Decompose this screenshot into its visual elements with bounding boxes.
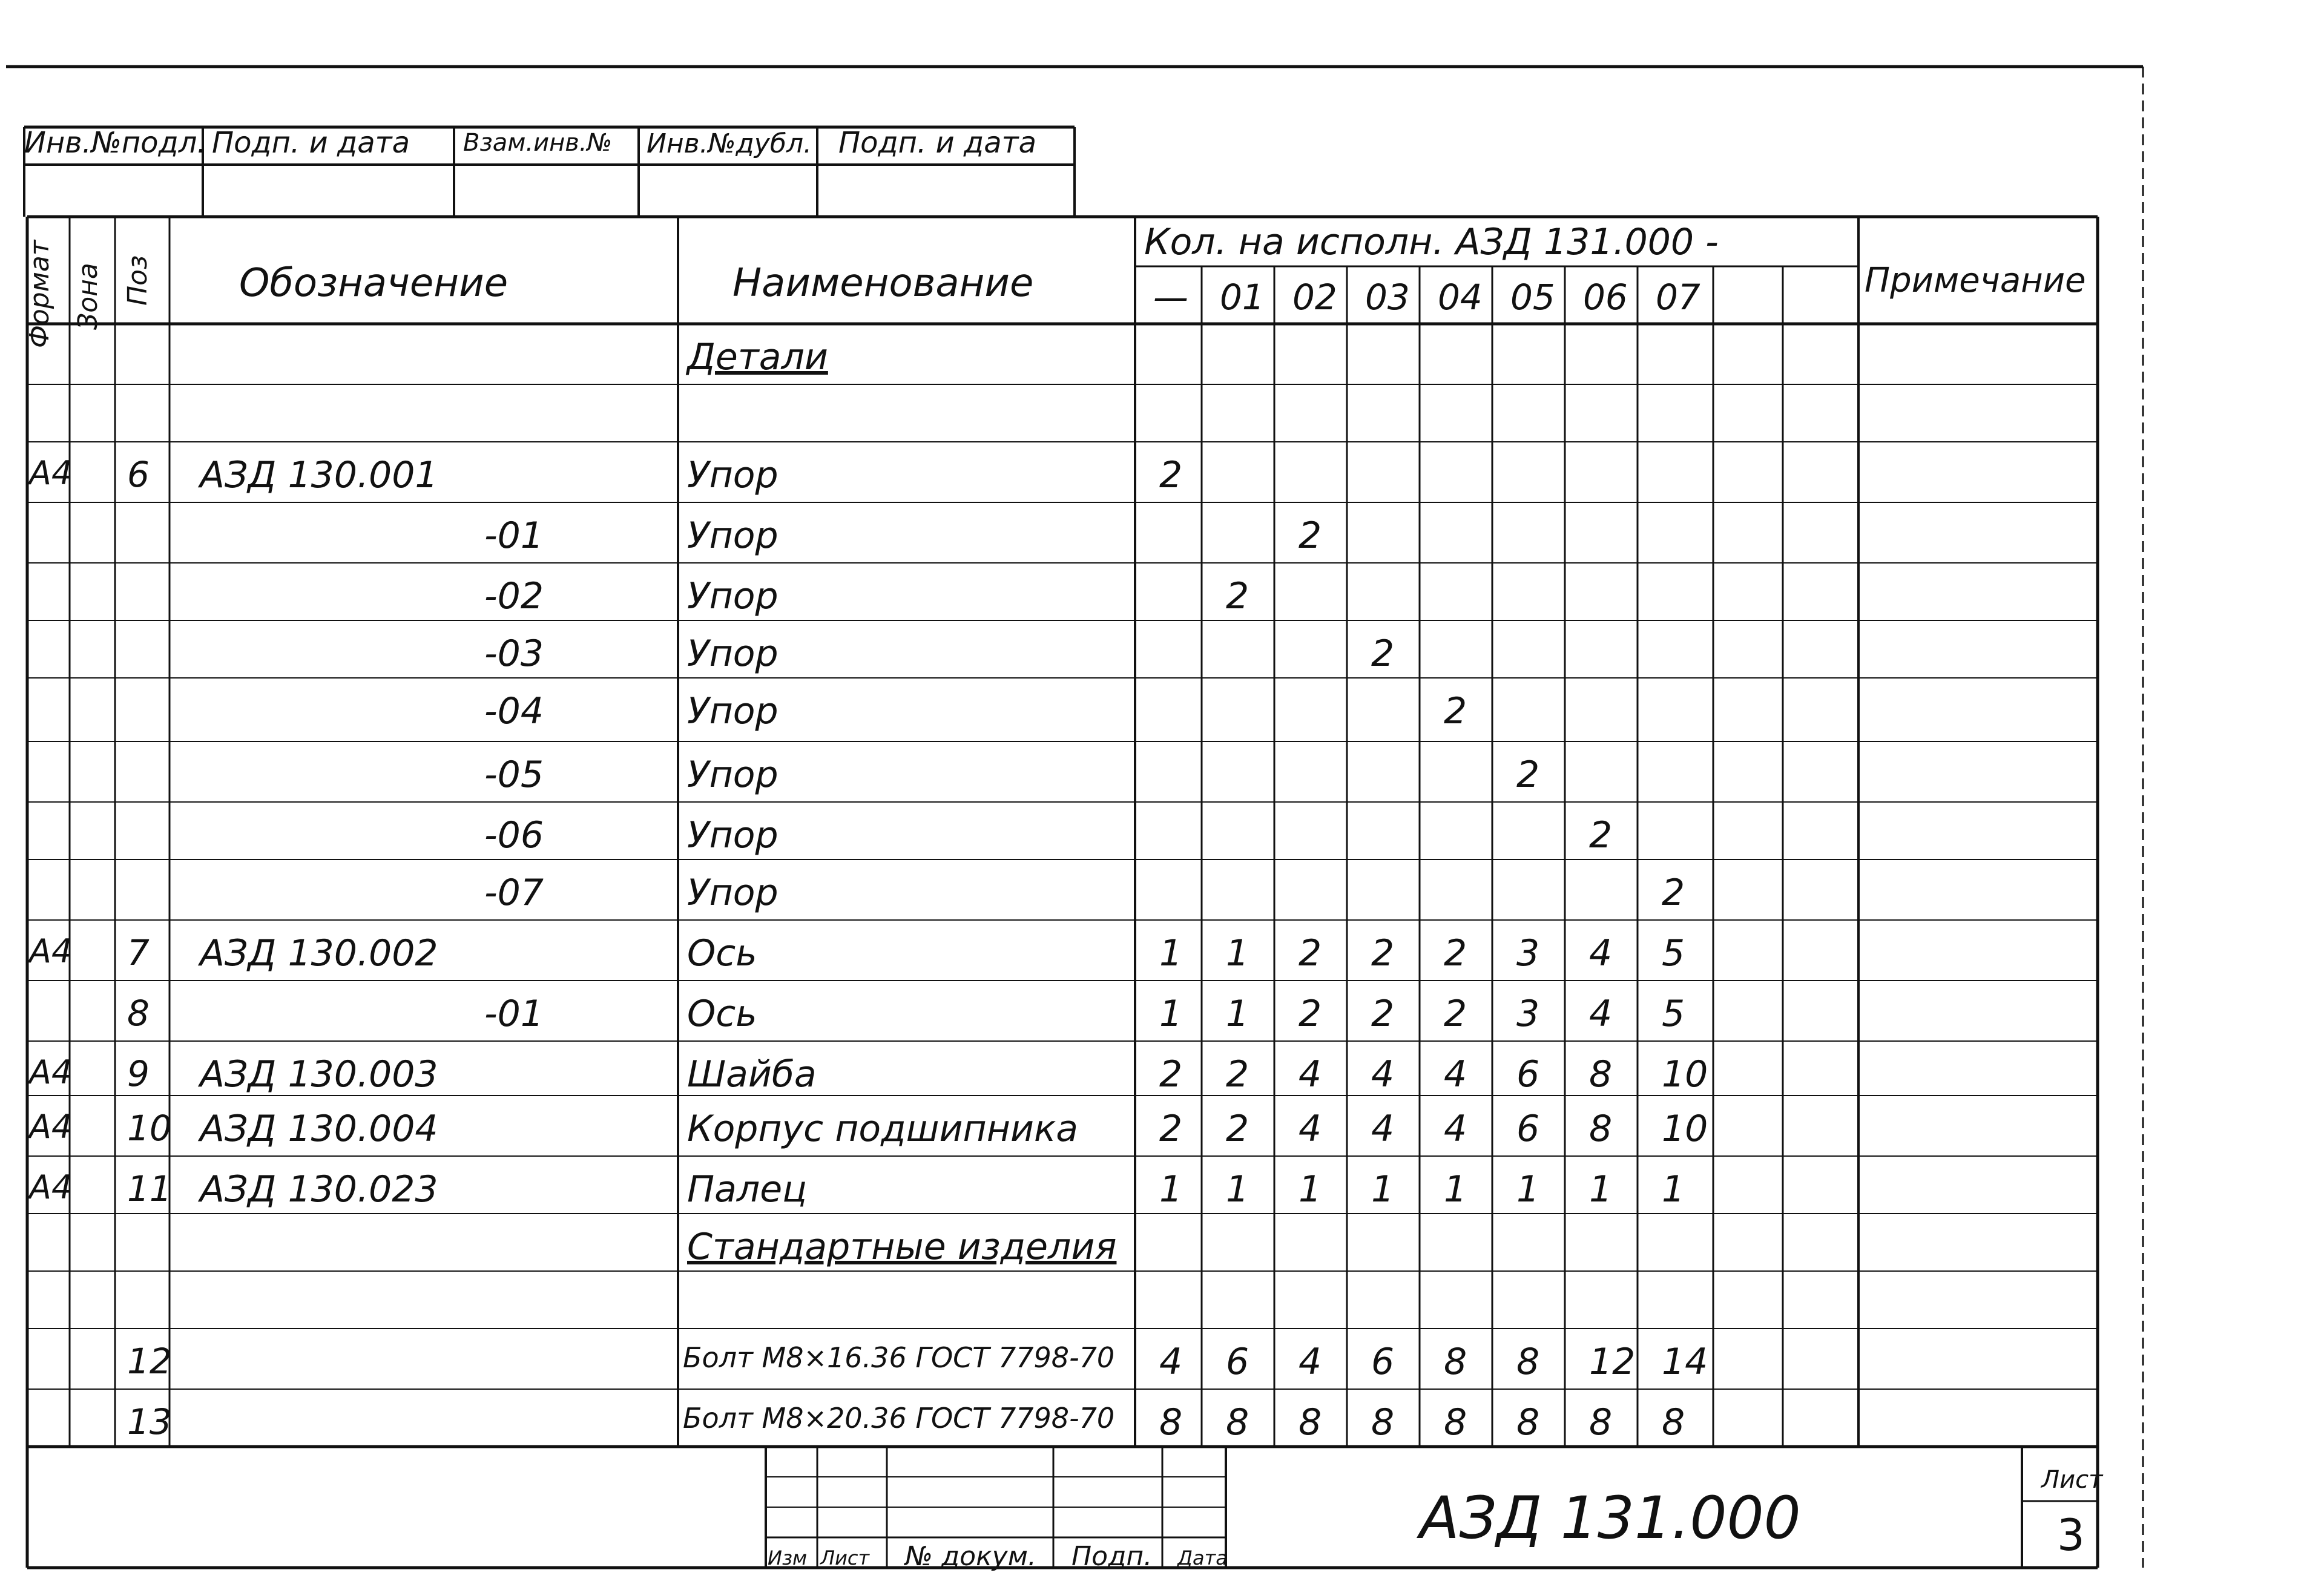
row-qty: 4 bbox=[1159, 1341, 1183, 1383]
header-designation: Обозначение bbox=[239, 261, 509, 306]
header-qty-title: Кол. на исполн. АЗД 131.000 - bbox=[1144, 221, 1719, 263]
row-qty: 2 bbox=[1662, 872, 1685, 914]
row-designation: АЗД 130.023 bbox=[200, 1168, 438, 1211]
row-qty: 2 bbox=[1226, 575, 1249, 617]
row-designation: -03 bbox=[484, 633, 544, 675]
row-qty: 1 bbox=[1662, 1168, 1685, 1211]
tb-document-number: АЗД 131.000 bbox=[1420, 1484, 1801, 1552]
row-pos: 10 bbox=[127, 1108, 172, 1149]
row-format: А4 bbox=[29, 932, 73, 970]
row-format: А4 bbox=[29, 1108, 73, 1146]
tb-data: Дата bbox=[1177, 1546, 1228, 1569]
row-qty: 8 bbox=[1444, 1341, 1467, 1383]
row-qty: 8 bbox=[1589, 1108, 1613, 1150]
row-designation: АЗД 130.003 bbox=[200, 1053, 438, 1096]
tb-sheet-label: Лист bbox=[2041, 1466, 2103, 1494]
row-qty: 3 bbox=[1516, 932, 1540, 974]
header-variant-6: 06 bbox=[1583, 277, 1628, 318]
row-qty: 6 bbox=[1226, 1341, 1249, 1383]
row-qty: 1 bbox=[1226, 1168, 1249, 1211]
row-qty: 2 bbox=[1444, 690, 1467, 732]
row-qty: 2 bbox=[1444, 932, 1467, 974]
row-name: Упор bbox=[687, 514, 779, 557]
row-qty: 4 bbox=[1371, 1053, 1395, 1096]
row-qty: 8 bbox=[1516, 1401, 1540, 1444]
row-qty: 2 bbox=[1516, 754, 1540, 796]
row-qty: 5 bbox=[1662, 932, 1685, 974]
row-designation: -02 bbox=[484, 575, 544, 617]
row-qty: 2 bbox=[1589, 814, 1613, 856]
row-qty: 4 bbox=[1371, 1108, 1395, 1150]
header-variant-0: — bbox=[1153, 277, 1188, 318]
row-designation: АЗД 130.001 bbox=[200, 454, 438, 496]
row-pos: 11 bbox=[127, 1168, 172, 1209]
row-name: Болт М8×16.36 ГОСТ 7798-70 bbox=[683, 1341, 1115, 1374]
row-qty: 8 bbox=[1589, 1053, 1613, 1096]
header-variant-2: 02 bbox=[1292, 277, 1337, 318]
header-variant-7: 07 bbox=[1656, 277, 1700, 318]
row-designation: АЗД 130.002 bbox=[200, 932, 438, 974]
row-qty: 2 bbox=[1371, 932, 1395, 974]
row-name: Ось bbox=[687, 993, 757, 1035]
row-qty: 1 bbox=[1371, 1168, 1395, 1211]
stamp-inv-podl: Инв.№подл. bbox=[24, 126, 206, 160]
row-qty: 4 bbox=[1589, 932, 1613, 974]
row-qty: 4 bbox=[1444, 1108, 1467, 1150]
stamp-podp-data-2: Подп. и дата bbox=[838, 126, 1036, 160]
header-zone: Зона bbox=[73, 263, 104, 330]
row-qty: 1 bbox=[1444, 1168, 1467, 1211]
row-qty: 2 bbox=[1444, 993, 1467, 1035]
row-designation: -07 bbox=[484, 872, 544, 914]
row-name: Упор bbox=[687, 690, 779, 732]
tb-doc-num: № докум. bbox=[905, 1541, 1036, 1572]
row-pos: 8 bbox=[127, 993, 150, 1034]
row-pos: 9 bbox=[127, 1053, 150, 1094]
tb-izm: Изм bbox=[768, 1546, 808, 1569]
row-designation: -01 bbox=[484, 993, 544, 1035]
row-qty: 2 bbox=[1299, 932, 1322, 974]
header-name: Наименование bbox=[732, 261, 1034, 306]
header-format: Формат bbox=[24, 240, 55, 348]
row-qty: 4 bbox=[1299, 1053, 1322, 1096]
section-heading: Детали bbox=[687, 336, 828, 378]
row-pos: 6 bbox=[127, 454, 150, 495]
row-qty: 5 bbox=[1662, 993, 1685, 1035]
row-qty: 1 bbox=[1299, 1168, 1322, 1211]
row-designation: -04 bbox=[484, 690, 544, 732]
row-qty: 2 bbox=[1371, 993, 1395, 1035]
row-qty: 1 bbox=[1226, 932, 1249, 974]
row-designation: АЗД 130.004 bbox=[200, 1108, 438, 1150]
row-pos: 13 bbox=[127, 1401, 172, 1442]
row-designation: -06 bbox=[484, 814, 544, 856]
row-qty: 1 bbox=[1589, 1168, 1613, 1211]
row-qty: 1 bbox=[1159, 932, 1183, 974]
row-qty: 4 bbox=[1589, 993, 1613, 1035]
row-qty: 2 bbox=[1299, 993, 1322, 1035]
row-qty: 6 bbox=[1516, 1053, 1540, 1096]
header-note: Примечание bbox=[1865, 261, 2086, 300]
row-name: Упор bbox=[687, 754, 779, 796]
row-qty: 6 bbox=[1516, 1108, 1540, 1150]
row-qty: 2 bbox=[1159, 454, 1183, 496]
row-format: А4 bbox=[29, 1168, 73, 1206]
stamp-vzam-inv: Взам.инв.№ bbox=[463, 129, 613, 157]
row-designation: -05 bbox=[484, 754, 544, 796]
row-qty: 2 bbox=[1159, 1053, 1183, 1096]
row-qty: 8 bbox=[1159, 1401, 1183, 1444]
header-pos: Поз bbox=[122, 255, 153, 306]
row-name: Палец bbox=[687, 1168, 807, 1211]
row-qty: 10 bbox=[1662, 1108, 1708, 1150]
row-name: Упор bbox=[687, 814, 779, 856]
row-name: Корпус подшипника bbox=[687, 1108, 1078, 1150]
row-name: Упор bbox=[687, 454, 779, 496]
row-name: Упор bbox=[687, 633, 779, 675]
row-name: Болт М8×20.36 ГОСТ 7798-70 bbox=[683, 1402, 1115, 1434]
section-heading: Стандартные изделия bbox=[687, 1226, 1117, 1268]
row-qty: 2 bbox=[1371, 633, 1395, 675]
row-qty: 1 bbox=[1159, 993, 1183, 1035]
row-qty: 1 bbox=[1159, 1168, 1183, 1211]
row-name: Шайба bbox=[687, 1053, 817, 1096]
header-variant-3: 03 bbox=[1365, 277, 1410, 318]
row-qty: 8 bbox=[1662, 1401, 1685, 1444]
stamp-podp-data-1: Подп. и дата bbox=[212, 126, 410, 160]
stamp-inv-dubl: Инв.№дубл. bbox=[647, 128, 812, 159]
row-qty: 10 bbox=[1662, 1053, 1708, 1096]
row-qty: 8 bbox=[1444, 1401, 1467, 1444]
row-qty: 1 bbox=[1516, 1168, 1540, 1211]
row-qty: 8 bbox=[1226, 1401, 1249, 1444]
row-qty: 8 bbox=[1371, 1401, 1395, 1444]
row-qty: 4 bbox=[1299, 1341, 1322, 1383]
row-qty: 8 bbox=[1589, 1401, 1613, 1444]
row-qty: 4 bbox=[1299, 1108, 1322, 1150]
row-pos: 12 bbox=[127, 1341, 172, 1382]
row-qty: 12 bbox=[1589, 1341, 1636, 1383]
header-variant-5: 05 bbox=[1510, 277, 1555, 318]
row-qty: 3 bbox=[1516, 993, 1540, 1035]
row-qty: 4 bbox=[1444, 1053, 1467, 1096]
row-qty: 14 bbox=[1662, 1341, 1708, 1383]
row-qty: 2 bbox=[1299, 514, 1322, 557]
row-qty: 6 bbox=[1371, 1341, 1395, 1383]
row-designation: -01 bbox=[484, 514, 544, 557]
row-qty: 8 bbox=[1516, 1341, 1540, 1383]
header-variant-1: 01 bbox=[1220, 277, 1265, 318]
row-name: Ось bbox=[687, 932, 757, 974]
row-qty: 2 bbox=[1226, 1053, 1249, 1096]
row-format: А4 bbox=[29, 1053, 73, 1091]
header-variant-4: 04 bbox=[1438, 277, 1483, 318]
row-name: Упор bbox=[687, 872, 779, 914]
row-qty: 1 bbox=[1226, 993, 1249, 1035]
row-format: А4 bbox=[29, 454, 73, 492]
tb-podp: Подп. bbox=[1071, 1541, 1153, 1572]
tb-list: Лист bbox=[820, 1546, 870, 1569]
tb-sheet-number: 3 bbox=[2057, 1510, 2085, 1560]
row-name: Упор bbox=[687, 575, 779, 617]
row-pos: 7 bbox=[127, 932, 150, 973]
row-qty: 8 bbox=[1299, 1401, 1322, 1444]
row-qty: 2 bbox=[1159, 1108, 1183, 1150]
row-qty: 2 bbox=[1226, 1108, 1249, 1150]
